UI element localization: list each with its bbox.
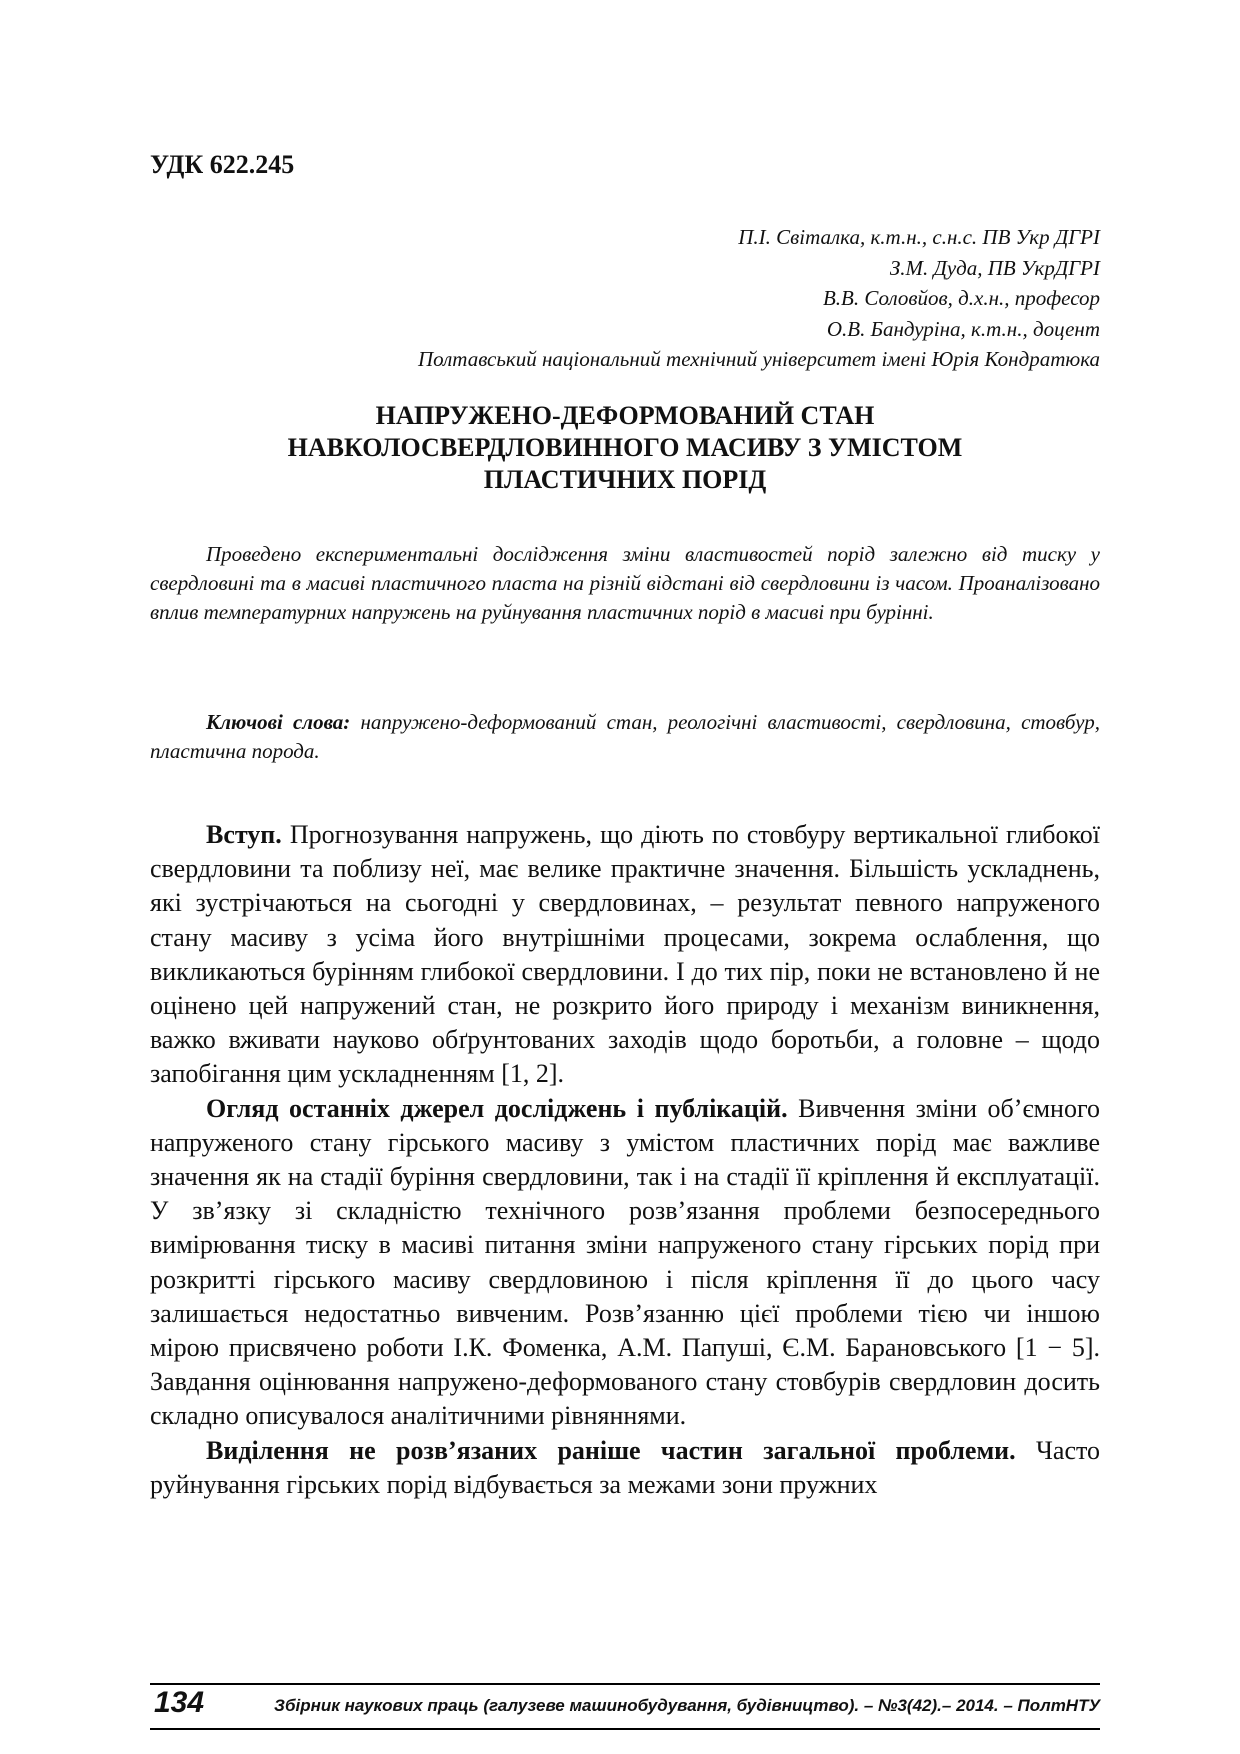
- paragraph-lead: Огляд останніх джерел досліджень і публікацій.: [206, 1093, 788, 1123]
- journal-citation: Збірник наукових праць (галузеве машинобудування, будівництво). – №3(42).– 2014. – ПолтНТУ: [274, 1696, 1100, 1715]
- body-text: [150, 818, 1100, 1502]
- title-line: ПЛАСТИЧНИХ ПОРІД: [483, 465, 767, 494]
- udk-code: УДК 622.245: [150, 150, 295, 179]
- paragraph-lead: Виділення не розв’язаних раніше частин загальної проблеми.: [206, 1435, 1016, 1465]
- title-line: НАВКОЛОСВЕРДЛОВИННОГО МАСИВУ З УМІСТОМ: [287, 433, 963, 462]
- paragraph-intro: [150, 818, 1100, 1092]
- paragraph-review: [150, 1092, 1100, 1434]
- footer-rule-bottom: [150, 1728, 1100, 1730]
- affiliation: Полтавський національний технічний університет імені Юрія Кондратюка: [417, 347, 1100, 371]
- keywords-text: напружено-деформований стан, реологічні властивості, свердловина, стовбур, пластична порода.: [150, 710, 1100, 763]
- author-line: З.М. Дуда, ПВ УкрДГРІ: [889, 255, 1100, 280]
- page-number: 134: [154, 1686, 205, 1719]
- paragraph-text: Часто руйнування гірських порід відбувається за межами зони пружних: [150, 1435, 1100, 1499]
- author-line: О.В. Бандуріна, к.т.н., доцент: [826, 316, 1100, 341]
- authors-block: [418, 222, 1100, 375]
- author-line: В.В. Соловйов, д.х.н., професор: [822, 286, 1100, 310]
- document-page: [150, 0, 1100, 1754]
- paragraph-problem: [150, 1434, 1100, 1502]
- author-line: П.І. Світалка, к.т.н., с.н.с. ПВ Укр ДГРІ: [738, 225, 1100, 249]
- title-line: НАПРУЖЕНО-ДЕФОРМОВАНИЙ СТАН: [375, 401, 875, 430]
- footer-rule-top: [150, 1683, 1100, 1685]
- keywords-label: Ключові слова:: [206, 710, 351, 734]
- abstract: Проведено експериментальні дослідження зміни властивостей порід залежно від тиску у свердловині та в масиві пластичного пласта на різній відстані від свердловини із часом. Проаналізовано вплив температурних напружень на руйнування пластичних порід в масиві при бурінні.: [150, 542, 1100, 624]
- paragraph-lead: Вступ.: [206, 820, 282, 849]
- paper-title: [150, 400, 1100, 496]
- paragraph-text: Прогнозування напружень, що діють по стовбуру вертикальної глибокої свердловини та поблизу неї, має велике практичне значення. Більшість ускладнень, які зустрічаються на сьогодні у свердловинах, – результат певного напруженого стану масиву з усіма його внутрішніми процесами, зокрема ослаблення, що викликаються бурінням глибокої свердловини. І до тих пір, поки не встановлено й не оцінено цей напружений стан, не розкрито його природу і механізм виникнення, важко вживати науково обґрунтованих заходів щодо боротьби, а головне – щодо запобігання цим ускладненням [1, 2].: [150, 820, 1100, 1089]
- paragraph-text: Вивчення зміни об’ємного напруженого стану гірського масиву з умістом пластичних порід має важливе значення як на стадії буріння свердловини, так і на стадії її кріплення й експлуатації. У зв’язку зі складністю технічного розв’язання проблеми безпосереднього вимірювання тиску в масиві питання зміни напруженого стану гірських порід при розкритті гірського масиву свердловиною і після кріплення її до цього часу залишається недостатньо вивченим. Розв’язанню цієї проблеми тією чи іншою мірою присвячено роботи І.К. Фоменка, А.М. Папуші, Є.М. Барановського [1 − 5]. Завдання оцінювання напружено-деформованого стану стовбурів свердловин досить складно описувалося аналітичними рівняннями.: [150, 1093, 1100, 1431]
- keywords: [150, 708, 1100, 766]
